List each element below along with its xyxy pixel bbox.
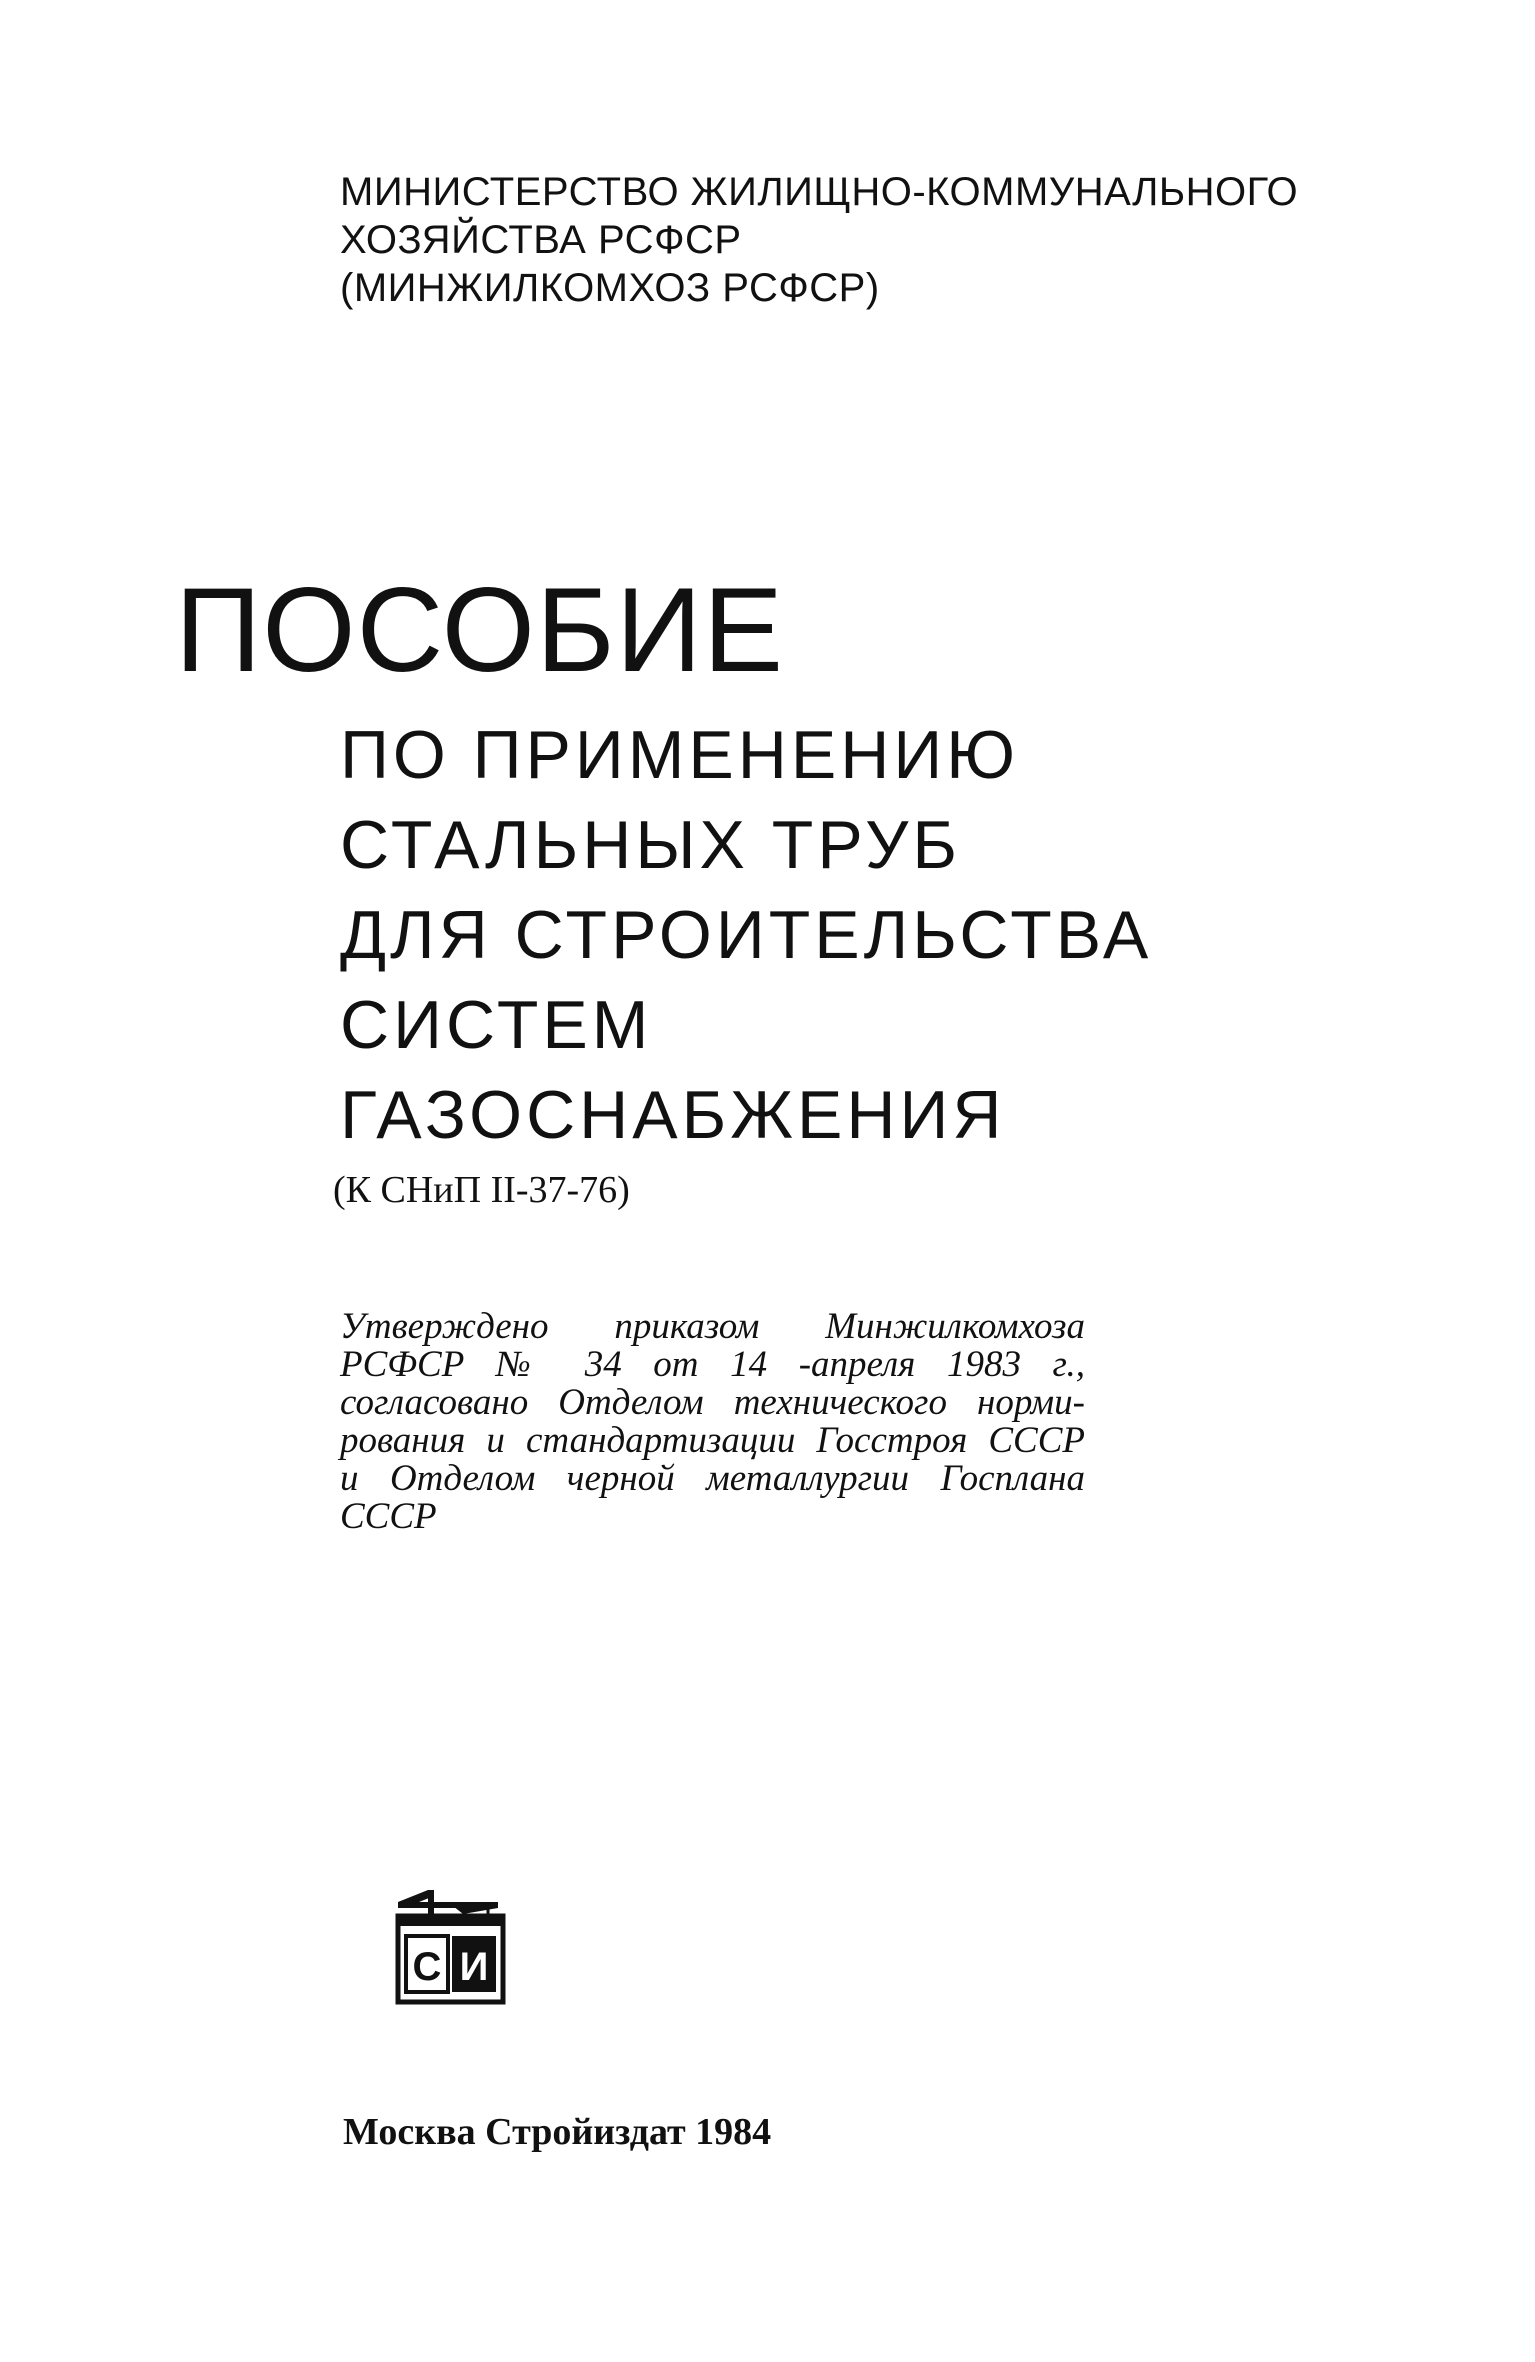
logo-letter-i: И <box>459 1945 489 1989</box>
approval-line-2: РСФСР № 34 от 14 -апреля 1983 г., <box>340 1344 1085 1385</box>
approval-line-5: и Отделом черной металлургии Госплана <box>340 1458 1085 1499</box>
subtitle-line-5: ГАЗОСНАБЖЕНИЯ <box>340 1077 1006 1153</box>
stroyizdat-logo-icon <box>388 1886 513 2006</box>
ministry-header <box>340 168 1298 312</box>
ministry-line-3: (МИНЖИЛКОМХОЗ РСФСР) <box>340 266 880 310</box>
subtitle-line-3: ДЛЯ СТРОИТЕЛЬСТВА <box>340 897 1153 973</box>
subtitle-line-1: ПО ПРИМЕНЕНИЮ <box>340 717 1019 793</box>
snip-reference: (К СНиП II-37-76) <box>333 1169 630 1211</box>
subtitle-line-2: СТАЛЬНЫХ ТРУБ <box>340 807 962 883</box>
subtitle-line-4: СИСТЕМ <box>340 987 653 1063</box>
approval-line-6: СССР <box>340 1496 437 1537</box>
document-title: ПОСОБИЕ <box>175 563 784 697</box>
ministry-line-2: ХОЗЯЙСТВА РСФСР <box>340 218 742 262</box>
logo-letter-s: С <box>412 1945 442 1989</box>
approval-note <box>340 1308 1085 1536</box>
ministry-line-1: МИНИСТЕРСТВО ЖИЛИЩНО-КОММУНАЛЬНОГО <box>340 170 1299 214</box>
approval-line-4: рования и стандартизации Госстроя СССР <box>340 1420 1085 1461</box>
publisher-imprint: Москва Стройиздат 1984 <box>343 2111 772 2153</box>
document-subtitle <box>340 710 1152 1160</box>
approval-line-3: согласовано Отделом технического норми- <box>340 1382 1085 1423</box>
approval-line-1: Утверждено приказом Минжилкомхоза <box>340 1306 1085 1347</box>
